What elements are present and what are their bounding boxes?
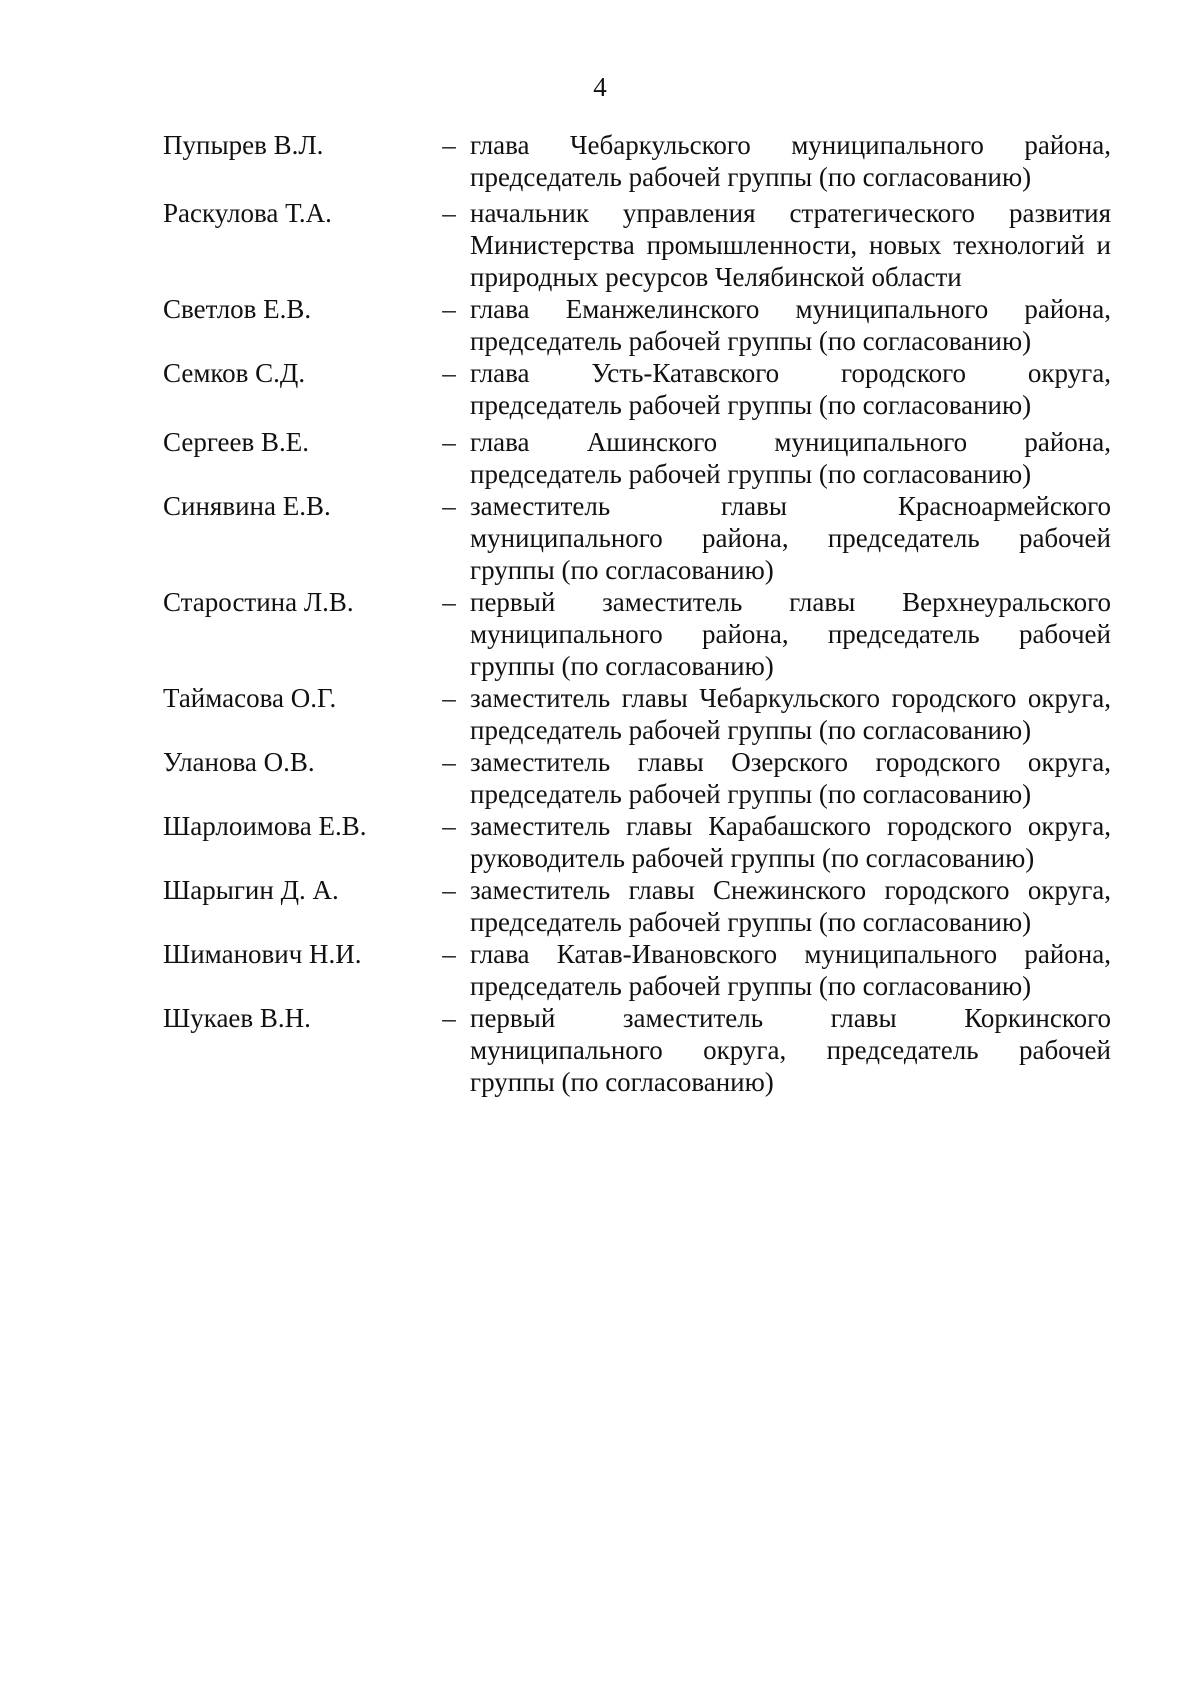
dash-separator: – [442,198,456,228]
position-line: глава Усть-Катавского городского округа, [470,358,1111,388]
position-line: природных ресурсов Челябинской области [470,262,962,292]
member-position [470,746,1111,810]
member-list [163,129,1123,1098]
position-line: председатель рабочей группы (по согласованию) [470,162,1032,192]
position-line: муниципального района, председатель рабочей [470,619,1111,649]
position-line: глава Еманжелинского муниципального района, [470,294,1111,324]
member-name: Уланова О.В. [163,747,315,777]
position-line: заместитель главы Озерского городского округа, [470,747,1111,777]
member-entry [163,490,1123,586]
member-entry [163,938,1123,1002]
member-entry [163,1002,1123,1098]
member-entry [163,746,1123,810]
position-line: председатель рабочей группы (по согласованию) [470,326,1032,356]
position-line: глава Ашинского муниципального района, [470,427,1111,457]
position-line: председатель рабочей группы (по согласованию) [470,907,1032,937]
member-position [470,426,1111,490]
member-position [470,586,1111,682]
dash-separator: – [442,875,456,905]
member-entry [163,129,1123,193]
member-position [470,938,1111,1002]
position-line: первый заместитель главы Коркинского [470,1003,1111,1033]
position-line: председатель рабочей группы (по согласованию) [470,459,1032,489]
member-position [470,490,1111,586]
dash-separator: – [442,491,456,521]
dash-separator: – [442,130,456,160]
member-name: Таймасова О.Г. [163,683,337,713]
dash-separator: – [442,358,456,388]
position-line: группы (по согласованию) [470,651,774,681]
position-line: Министерства промышленности, новых технологий и [470,230,1111,260]
member-name: Пупырев В.Л. [163,130,324,160]
position-line: начальник управления стратегического развития [470,198,1111,228]
member-name: Семков С.Д. [163,358,306,388]
member-entry [163,874,1123,938]
member-position [470,129,1111,193]
member-entry [163,426,1123,490]
member-position [470,357,1111,421]
member-position [470,1002,1111,1098]
member-name: Шиманович Н.И. [163,939,362,969]
member-name: Раскулова Т.А. [163,198,332,228]
member-name: Сергеев В.Е. [163,427,310,457]
dash-separator: – [442,747,456,777]
position-line: глава Чебаркульского муниципального района, [470,130,1111,160]
dash-separator: – [442,811,456,841]
member-entry [163,197,1123,293]
position-line: группы (по согласованию) [470,1067,774,1097]
position-line: председатель рабочей группы (по согласованию) [470,390,1032,420]
position-line: заместитель главы Снежинского городского округа, [470,875,1111,905]
position-line: председатель рабочей группы (по согласованию) [470,715,1032,745]
member-entry [163,682,1123,746]
member-entry [163,293,1123,357]
position-line: заместитель главы Красноармейского [470,491,1111,521]
position-line: руководитель рабочей группы (по согласованию) [470,843,1035,873]
member-position [470,293,1111,357]
dash-separator: – [442,427,456,457]
dash-separator: – [442,587,456,617]
member-entry [163,810,1123,874]
member-name: Шарыгин Д. А. [163,875,339,905]
member-name: Старостина Л.В. [163,587,354,617]
position-line: муниципального округа, председатель рабочей [470,1035,1111,1065]
dash-separator: – [442,1003,456,1033]
dash-separator: – [442,294,456,324]
position-line: глава Катав-Ивановского муниципального района, [470,939,1111,969]
member-entry [163,586,1123,682]
member-name: Светлов Е.В. [163,294,312,324]
member-position [470,810,1111,874]
page-number: 4 [593,72,607,102]
dash-separator: – [442,683,456,713]
member-entry [163,357,1123,421]
position-line: председатель рабочей группы (по согласованию) [470,971,1032,1001]
position-line: первый заместитель главы Верхнеуральского [470,587,1111,617]
member-name: Шукаев В.Н. [163,1003,311,1033]
position-line: заместитель главы Чебаркульского городского округа, [470,683,1111,713]
position-line: председатель рабочей группы (по согласованию) [470,779,1032,809]
member-position [470,682,1111,746]
position-line: муниципального района, председатель рабочей [470,523,1111,553]
member-position [470,197,1111,293]
position-line: заместитель главы Карабашского городского округа, [470,811,1111,841]
member-position [470,874,1111,938]
dash-separator: – [442,939,456,969]
member-name: Шарлоимова Е.В. [163,811,367,841]
member-name: Синявина Е.В. [163,491,331,521]
position-line: группы (по согласованию) [470,555,774,585]
